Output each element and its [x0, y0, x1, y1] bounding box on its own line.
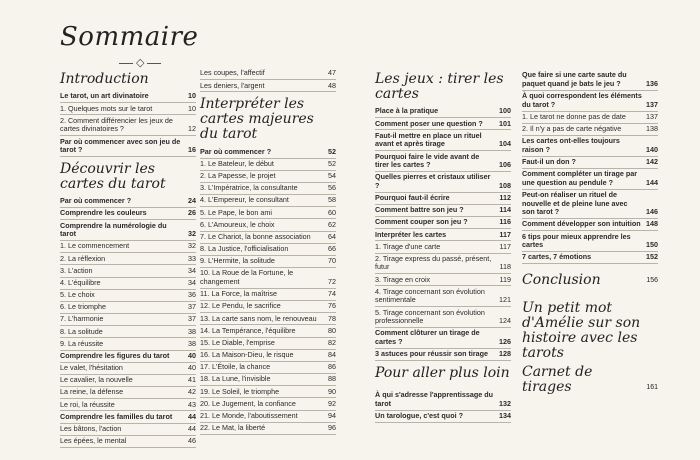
toc-entry	[200, 362, 336, 374]
entry-title: Les bâtons, l'action	[60, 423, 122, 433]
entry-title: Comprendre la numérologie du tarot	[60, 220, 167, 239]
page-number: 66	[328, 244, 336, 254]
section-title: Conclusion	[522, 272, 601, 289]
toc-entry	[60, 253, 196, 265]
page-number: 76	[328, 301, 336, 311]
toc-entry	[375, 411, 511, 423]
page-number: 137	[646, 99, 658, 109]
toc-entry	[200, 183, 336, 195]
page-number: 54	[328, 171, 336, 181]
page-number: 126	[499, 336, 511, 346]
page-number: 44	[188, 411, 196, 421]
page-number: 40	[188, 363, 196, 373]
entry-title: 10. La Roue de la Fortune, le changement	[200, 268, 294, 287]
toc-entry	[522, 231, 658, 252]
toc-entry	[60, 103, 196, 115]
entry-title: 3. L'Impératrice, la consultante	[200, 183, 298, 193]
page-number: 86	[328, 362, 336, 372]
page-number: 44	[188, 423, 196, 433]
page-number: 40	[188, 350, 196, 360]
entry-title: 8. La Justice, l'officialisation	[200, 244, 289, 254]
entry-title: Les deniers, l'argent	[200, 80, 265, 90]
entry-title: 12. Le Pendu, le sacrifice	[200, 301, 281, 311]
entry-title: 1. Le commencement	[60, 241, 130, 251]
entry-title: Les épées, le mental	[60, 436, 127, 446]
page-number: 12	[188, 124, 196, 134]
page-number: 32	[188, 241, 196, 251]
toc-entry	[60, 220, 196, 241]
entry-title: Comment clôturer un tirage de cartes ?	[375, 328, 480, 346]
section-heading	[522, 365, 658, 395]
page-number: 56	[328, 183, 336, 193]
toc-entry	[200, 350, 336, 362]
entry-title: Que faire si une carte saute du paquet quand je bats le jeu ?	[522, 70, 627, 88]
entry-title: 17. L'Étoile, la chance	[200, 362, 271, 372]
page-number: 34	[188, 265, 196, 275]
entry-title: 3. Tirage en croix	[375, 274, 431, 284]
page-number: 33	[188, 253, 196, 263]
entry-title: Le cavalier, la nouvelle	[60, 375, 133, 385]
entry-title: Pourquoi faire le vide avant de tirer les cartes ?	[375, 151, 480, 170]
entry-title: 22. Le Mat, la liberté	[200, 423, 266, 433]
entry-title: 1. Le Bateleur, le début	[200, 158, 274, 168]
entry-title: Le tarot, un art divinatoire	[60, 91, 149, 101]
entry-title: 1. Tirage d'une carte	[375, 241, 441, 251]
entry-title: 6 tips pour mieux apprendre les cartes	[522, 231, 631, 250]
entry-title: 3. L'action	[60, 265, 93, 275]
page-number: 32	[188, 229, 196, 239]
page-number: 117	[499, 241, 511, 251]
toc-entry	[200, 313, 336, 325]
entry-title: 1. Le tarot ne donne pas de date	[522, 111, 626, 121]
page-number: 116	[499, 217, 511, 227]
page-number: 112	[499, 193, 511, 203]
toc-entry	[522, 124, 658, 136]
toc-entry	[60, 302, 196, 314]
page-number: 134	[499, 411, 511, 421]
page-number: 70	[328, 256, 336, 266]
toc-entry	[60, 278, 196, 290]
page-number: 52	[328, 146, 336, 156]
page-number: 121	[499, 295, 511, 305]
page-number: 146	[646, 207, 658, 217]
page-number: 72	[328, 277, 336, 287]
entry-title: Comment poser une question ?	[375, 118, 483, 128]
entry-title: Par où commencer avec son jeu de tarot ?	[60, 136, 181, 155]
page-number: 37	[188, 314, 196, 324]
entry-title: 5. Le Pape, le bon ami	[200, 207, 272, 217]
page-number: 106	[499, 160, 511, 170]
page-number: 90	[328, 386, 336, 396]
toc-entry	[200, 232, 336, 244]
entry-title: 4. L'équilibre	[60, 277, 101, 287]
toc-entry	[200, 325, 336, 337]
page-number: 92	[328, 398, 336, 408]
entry-title: La reine, la défense	[60, 387, 124, 397]
toc-column-3	[375, 72, 511, 423]
page-number: 16	[188, 145, 196, 155]
toc-entry	[60, 375, 196, 387]
toc-entry	[200, 374, 336, 386]
page-number: 41	[188, 375, 196, 385]
toc-entry	[522, 157, 658, 169]
page-number: 100	[499, 106, 511, 116]
page-number: 148	[646, 219, 658, 229]
toc-entry	[200, 219, 336, 231]
toc-entry	[60, 411, 196, 423]
toc-entry	[522, 219, 658, 231]
section-heading: Interpréter les cartes majeures du tarot	[200, 96, 314, 143]
entry-title: Quelles pierres et cristaux utiliser ?	[375, 172, 491, 190]
page-number: 38	[188, 326, 196, 336]
toc-entry	[200, 171, 336, 183]
toc-entry	[60, 136, 196, 157]
entry-title: 2. Il n'y a pas de carte négative	[522, 124, 622, 134]
page-number: 117	[499, 229, 511, 239]
entry-title: Le valet, l'hésitation	[60, 363, 123, 373]
toc-entry	[375, 130, 511, 151]
entry-title: 18. La Lune, l'invisible	[200, 374, 271, 384]
toc-entry	[60, 115, 196, 136]
page-number: 144	[646, 177, 658, 187]
toc-entry	[200, 301, 336, 313]
entry-title: 7 cartes, 7 émotions	[522, 252, 592, 262]
entry-title: 11. La Force, la maîtrise	[200, 289, 277, 299]
entry-title: Faut-il mettre en place un rituel avant et après tirage	[375, 130, 482, 149]
page-number: 137	[646, 111, 658, 121]
entry-title: Comment battre son jeu ?	[375, 205, 464, 215]
entry-title: Comment compléter un tirage par une question au pendule ?	[522, 169, 638, 187]
page-number: 37	[188, 302, 196, 312]
page-number: 119	[499, 274, 511, 284]
toc-entry	[375, 286, 511, 307]
page-number: 42	[188, 387, 196, 397]
page-number: 136	[646, 78, 658, 88]
toc-entry	[60, 265, 196, 277]
entry-title: 19. Le Soleil, le triomphe	[200, 386, 280, 396]
page-number: 78	[328, 313, 336, 323]
entry-title: 5. Tirage concernant son évolution professionnelle	[375, 307, 485, 326]
toc-entry	[375, 328, 511, 349]
page-number: 80	[328, 325, 336, 335]
toc-entry	[200, 68, 336, 80]
section-heading: Les jeux : tirer les cartes	[375, 71, 504, 102]
toc-entry	[375, 241, 511, 253]
section-heading: Pour aller plus loin	[375, 364, 510, 381]
toc-entry	[375, 106, 511, 118]
section-title: Carnet de tirages	[522, 364, 593, 396]
toc-entry	[60, 351, 196, 363]
entry-title: À qui s'adresse l'apprentissage du tarot	[375, 390, 494, 408]
toc-entry	[375, 118, 511, 130]
toc-entry	[60, 424, 196, 436]
entry-title: 3 astuces pour réussir son tirage	[375, 349, 489, 359]
entry-title: Interpréter les cartes	[375, 229, 447, 239]
page-number: 52	[328, 158, 336, 168]
toc-entry	[375, 205, 511, 217]
toc-entry	[60, 326, 196, 338]
entry-title: Comprendre les couleurs	[60, 208, 147, 218]
page-number: 94	[328, 410, 336, 420]
page-number: 47	[328, 68, 336, 78]
page-number: 138	[646, 124, 658, 134]
page-number: 84	[328, 350, 336, 360]
toc-entry	[60, 399, 196, 411]
page-number: 152	[646, 252, 658, 262]
page-number: 88	[328, 374, 336, 384]
entry-title: 15. Le Diable, l'emprise	[200, 337, 275, 347]
entry-title: À quoi correspondent les éléments du tarot ?	[522, 91, 642, 109]
toc-entry	[375, 254, 511, 275]
entry-title: 2. Tirage express du passé, présent, futur	[375, 253, 492, 272]
page-number: 64	[328, 231, 336, 241]
page-number: 150	[646, 240, 658, 250]
toc-entry	[375, 172, 511, 193]
toc-entry	[60, 314, 196, 326]
entry-title: Comment développer son intuition	[522, 219, 641, 229]
page-number: 142	[646, 157, 658, 167]
page-number: 104	[499, 139, 511, 149]
toc-entry	[200, 256, 336, 268]
entry-title: 16. La Maison-Dieu, le risque	[200, 350, 294, 360]
toc-entry	[522, 136, 658, 157]
page-number: 26	[188, 208, 196, 218]
page-number: 36	[188, 290, 196, 300]
entry-title: Faut-il un don ?	[522, 157, 576, 167]
toc-entry	[200, 411, 336, 423]
entry-title: Place à la pratique	[375, 106, 439, 116]
entry-title: 4. L'Empereur, le consultant	[200, 195, 289, 205]
entry-title: 20. Le Jugement, la confiance	[200, 398, 296, 408]
page-number: 161	[646, 384, 658, 392]
page-number: 38	[188, 338, 196, 348]
toc-entry	[522, 190, 658, 219]
toc-column-4	[522, 70, 658, 399]
toc-entry	[200, 289, 336, 301]
toc-entry	[60, 387, 196, 399]
page-number: 101	[499, 118, 511, 128]
page-number: 60	[328, 207, 336, 217]
entry-title: Par où commencer ?	[60, 196, 132, 206]
toc-entry	[200, 338, 336, 350]
entry-title: Les cartes ont-elles toujours raison ?	[522, 136, 620, 154]
section-heading: Un petit mot d'Amélie sur son histoire avec les tarots	[522, 300, 641, 362]
section-heading: Introduction	[60, 71, 149, 87]
entry-title: Par où commencer ?	[200, 146, 272, 156]
page-number: 108	[499, 180, 511, 190]
entry-title: 7. Le Chariot, la bonne association	[200, 231, 311, 241]
toc-entry	[375, 307, 511, 328]
page-title: Sommaire	[60, 22, 199, 52]
page-number: 128	[499, 349, 511, 359]
page-number: 24	[188, 196, 196, 206]
toc-entry	[375, 229, 511, 241]
toc-entry	[200, 207, 336, 219]
entry-title: Le roi, la réussite	[60, 399, 115, 409]
toc-entry	[60, 91, 196, 103]
entry-title: 4. Tirage concernant son évolution sentimentale	[375, 286, 485, 305]
toc-entry	[200, 195, 336, 207]
page-number: 34	[188, 277, 196, 287]
page-number: 140	[646, 144, 658, 154]
page-number: 124	[499, 316, 511, 326]
toc-entry	[375, 217, 511, 229]
toc-entry	[200, 423, 336, 435]
entry-title: Comprendre les familles du tarot	[60, 411, 173, 421]
page-number: 74	[328, 289, 336, 299]
entry-title: 9. La réussite	[60, 338, 104, 348]
toc-entry	[200, 268, 336, 289]
toc-entry	[375, 349, 511, 361]
toc-entry	[60, 363, 196, 375]
toc-entry	[522, 252, 658, 264]
entry-title: Comprendre les figures du tarot	[60, 350, 170, 360]
toc-entry	[375, 151, 511, 172]
entry-title: 2. Comment différencier les jeux de cartes divinatoires ?	[60, 115, 173, 134]
toc-entry	[200, 80, 336, 92]
page-number: 114	[499, 205, 511, 215]
toc-entry	[60, 196, 196, 208]
toc-column-2	[200, 68, 336, 435]
toc-column-1	[60, 72, 196, 448]
section-heading: Découvrir les cartes du tarot	[60, 160, 166, 192]
entry-title: Les coupes, l'affectif	[200, 68, 265, 78]
toc-entry	[522, 91, 658, 112]
toc-entry	[375, 274, 511, 286]
toc-entry	[200, 398, 336, 410]
toc-entry	[60, 338, 196, 350]
entry-title: 1. Quelques mots sur le tarot	[60, 103, 153, 113]
page-number: 156	[646, 277, 658, 285]
toc-entry	[522, 70, 658, 91]
entry-title: Peut-on réaliser un rituel de nouvelle et de pleine lune avec son tarot ?	[522, 189, 628, 217]
entry-title: Pourquoi faut-il écrire	[375, 193, 450, 203]
toc-entry	[375, 390, 511, 411]
toc-entry	[60, 208, 196, 220]
page-number: 10	[188, 91, 196, 101]
page-number: 46	[188, 436, 196, 446]
entry-title: 2. La Papesse, le projet	[200, 171, 276, 181]
entry-title: 6. L'Amoureux, le choix	[200, 219, 275, 229]
page-number: 118	[499, 262, 511, 272]
entry-title: 9. L'Hermite, la solitude	[200, 256, 275, 266]
page-number: 10	[188, 103, 196, 113]
page-number: 82	[328, 337, 336, 347]
entry-title: Comment couper son jeu ?	[375, 217, 468, 227]
entry-title: 6. Le triomphe	[60, 302, 106, 312]
toc-entry	[522, 112, 658, 124]
toc-entry	[60, 241, 196, 253]
toc-entry	[60, 290, 196, 302]
toc-entry	[375, 193, 511, 205]
toc-entry	[200, 146, 336, 158]
page-number: 62	[328, 219, 336, 229]
page-number: 96	[328, 423, 336, 433]
entry-title: 7. L'harmonie	[60, 314, 104, 324]
toc-entry	[200, 159, 336, 171]
right-page	[350, 0, 700, 460]
page-number: 58	[328, 195, 336, 205]
entry-title: 21. Le Monde, l'aboutissement	[200, 410, 298, 420]
diamond-ornament-icon: ◇	[116, 56, 164, 69]
entry-title: 2. La réflexion	[60, 253, 106, 263]
entry-title: 14. La Tempérance, l'équilibre	[200, 325, 296, 335]
entry-title: 13. La carte sans nom, le renouveau	[200, 313, 317, 323]
toc-entry	[200, 244, 336, 256]
entry-title: 8. La solitude	[60, 326, 103, 336]
toc-entry	[60, 436, 196, 448]
toc-entry	[200, 386, 336, 398]
page-number: 48	[328, 80, 336, 90]
entry-title: 5. Le choix	[60, 290, 95, 300]
section-heading	[522, 273, 658, 288]
page-number: 132	[499, 398, 511, 408]
entry-title: Un tarologue, c'est quoi ?	[375, 411, 463, 421]
page-number: 43	[188, 399, 196, 409]
toc-entry	[522, 169, 658, 190]
